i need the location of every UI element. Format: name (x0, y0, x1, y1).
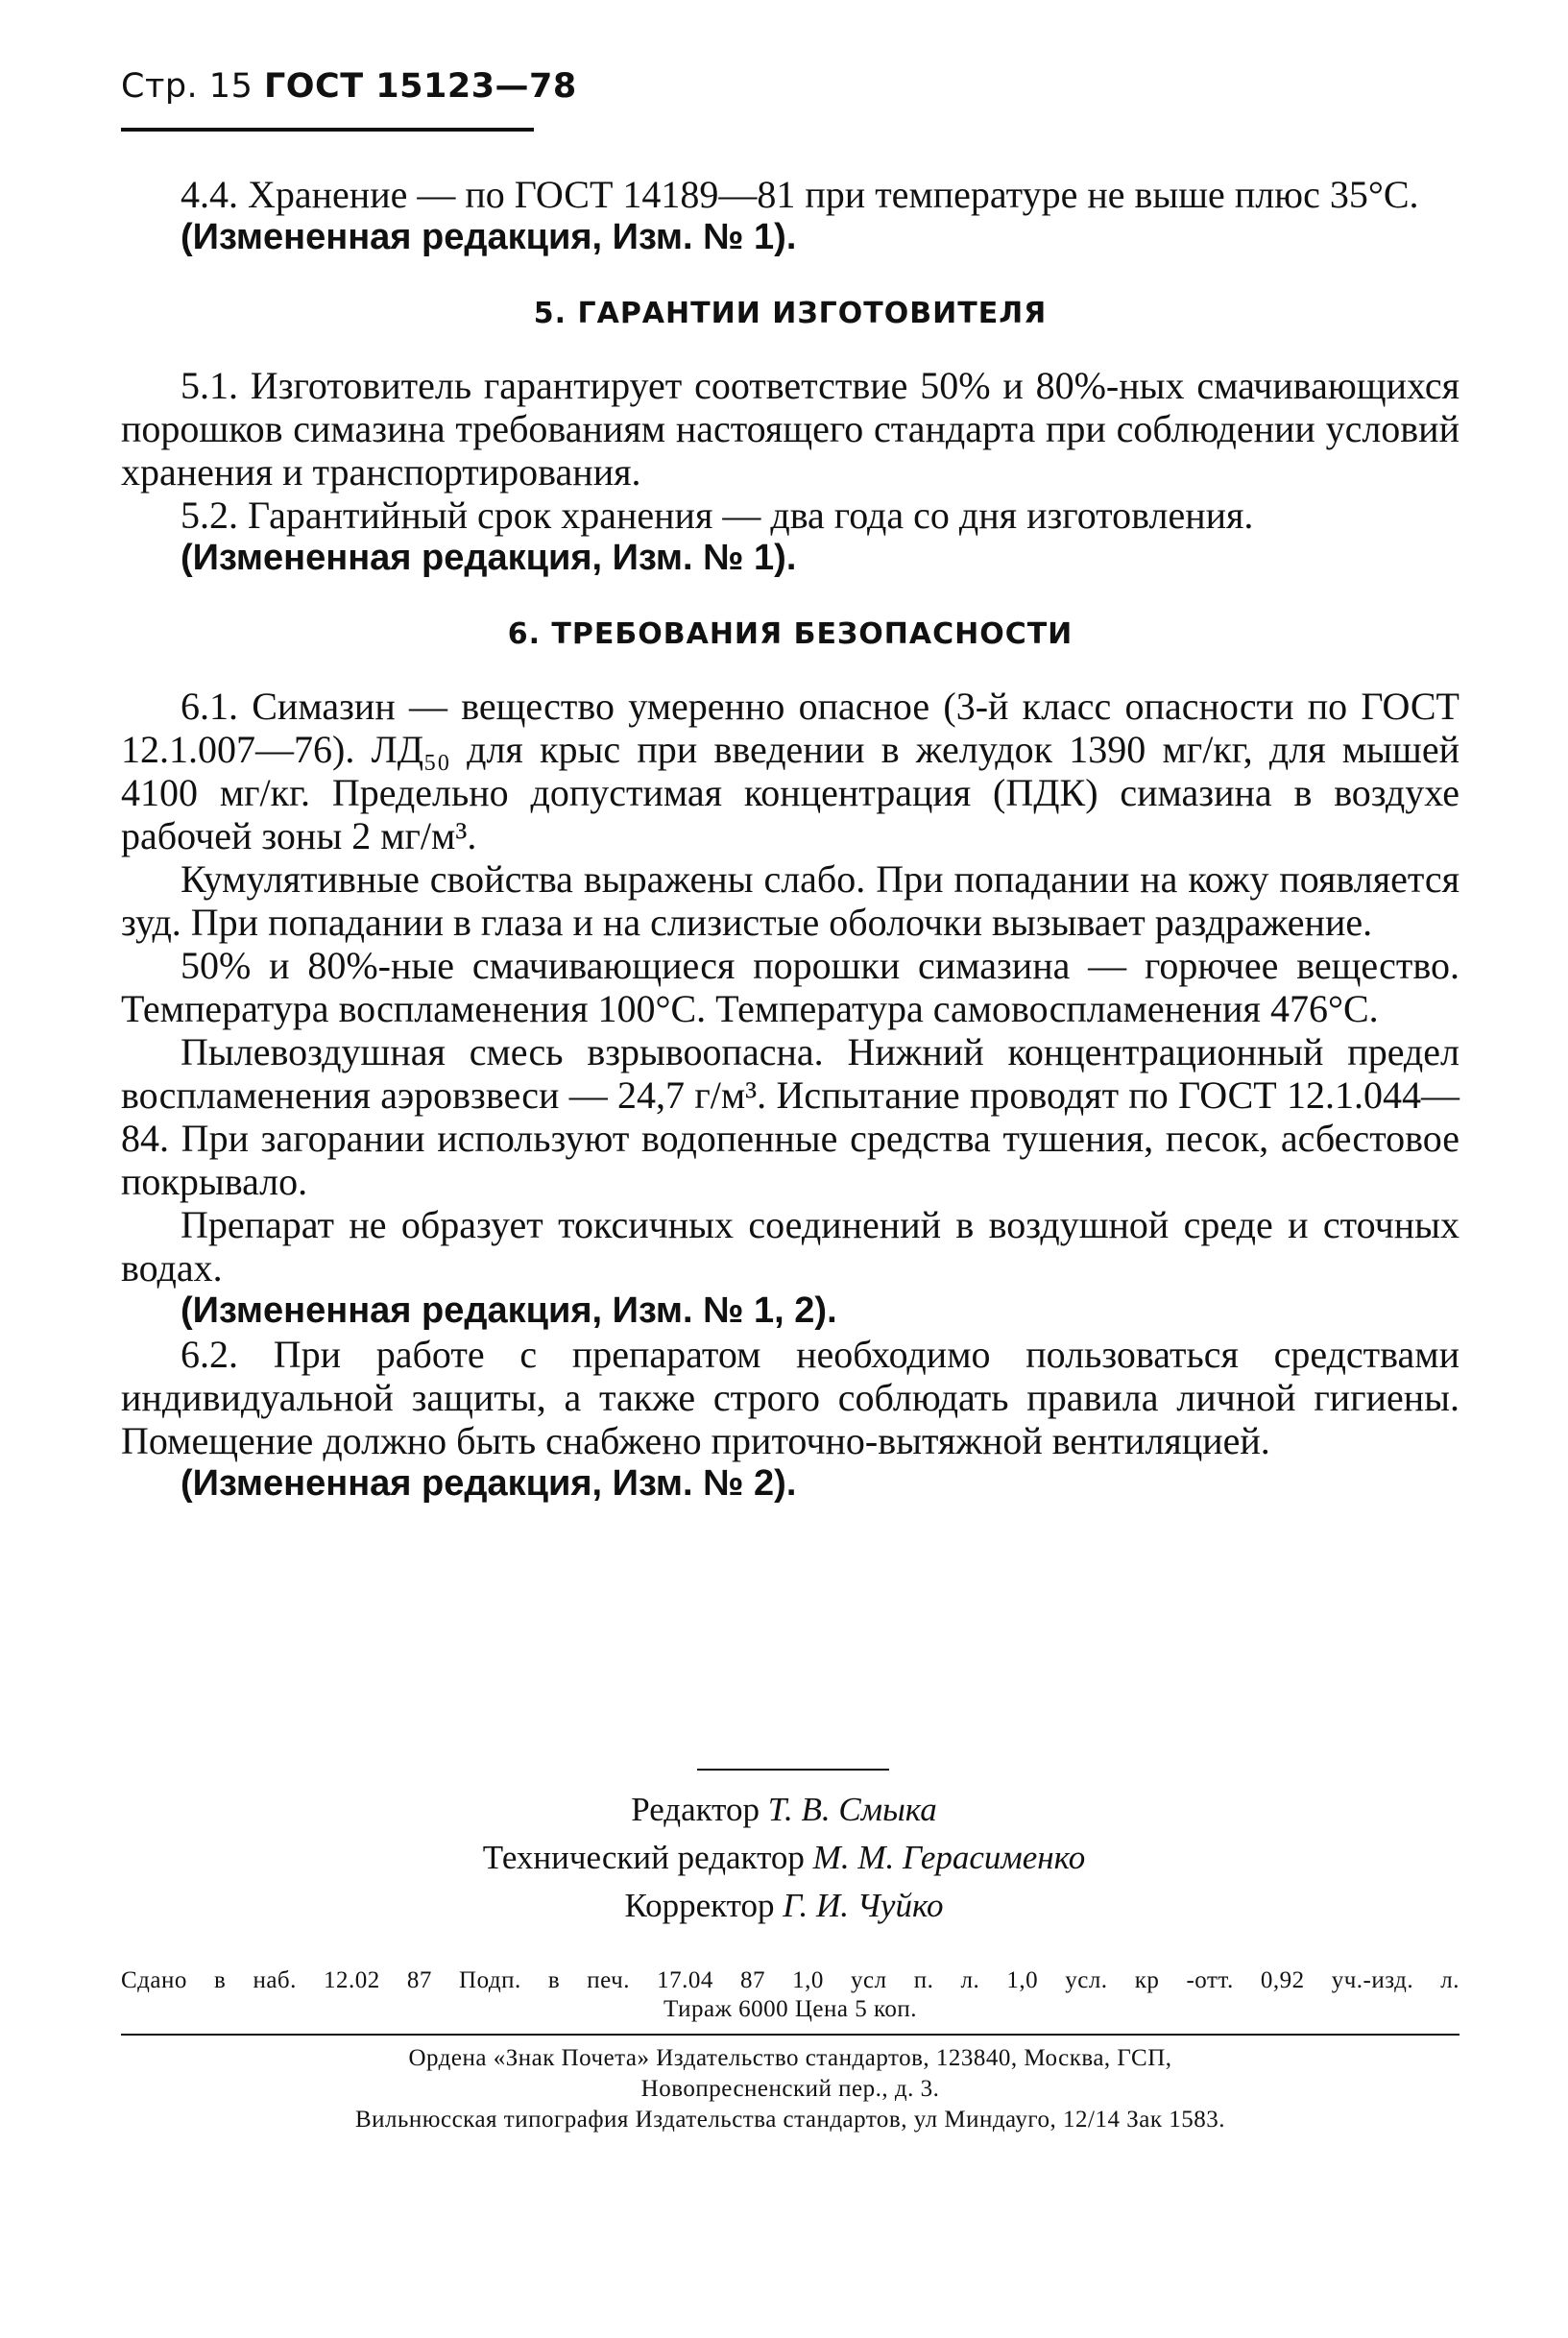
amendment-note: (Измененная редакция, Изм. № 2). (181, 1463, 797, 1504)
imprint-circulation: Тираж 6000 Цена 5 коп. (663, 1996, 918, 2022)
corrector-name: Г. И. Чуйко (783, 1887, 944, 1924)
section-6-title: 6. ТРЕБОВАНИЯ БЕЗОПАСНОСТИ (507, 617, 1073, 651)
paragraph-5-2: 5.2. Гарантийный срок хранения — два года со дня изготовления. (181, 494, 1254, 537)
editor-name: Т. В. Смыка (767, 1791, 937, 1828)
publisher-line-1: Ордена «Знак Почета» Издательство стандартов, 123840, Москва, ГСП, (408, 2045, 1172, 2071)
page-header (121, 67, 577, 106)
paragraph-6-1-explosion: Пылевоздушная смесь взрывоопасна. Нижний концентрационный предел воспламенения аэровзвеси — 24,7 г/м³. Испытание проводят по ГОСТ 12.1.044—84. При загорании используют водопенные средства тушения, песок, асбестовое покрывало. (121, 1030, 1459, 1203)
editor-role: Редактор (631, 1791, 760, 1828)
standard-number: ГОСТ 15123—78 (263, 67, 577, 106)
publisher-line-3: Вильнюсская типография Издательства стандартов, ул Миндауго, 12/14 Зак 1583. (355, 2107, 1225, 2133)
publisher-divider (121, 2034, 1459, 2036)
editors-block (0, 1786, 1568, 1930)
amendment-note: (Измененная редакция, Изм. № 1, 2). (181, 1290, 837, 1331)
editor-line (0, 1786, 1568, 1834)
paragraph-6-1: 6.1. Симазин — вещество умеренно опасное (3-й класс опасности по ГОСТ 12.1.007—76). ЛД₅₀ для крыс при введении в желудок 1390 мг/кг, для мышей 4100 мг/кг. Предельно допустимая концентрация (ПДК) симазина в воздухе рабочей зоны 2 мг/м³. (121, 685, 1459, 857)
paragraph-5-1: 5.1. Изготовитель гарантирует соответствие 50% и 80%-ных смачивающихся порошков симазина требованиям настоящего стандарта при соблюдении условий хранения и транспортирования. (121, 364, 1459, 494)
document-body (121, 173, 1459, 1506)
paragraph-6-2: 6.2. При работе с препаратом необходимо пользоваться средствами индивидуальной защиты, а также строго соблюдать правила личной гигиены. Помещение должно быть снабжено приточно-вытяжной вентиляцией. (121, 1333, 1459, 1462)
imprint-dates: Сдано в наб. 12.02 87 Подп. в печ. 17.04 87 1,0 усл п. л. 1,0 усл. кр -отт. 0,92 уч.-изд. л. (121, 1967, 1459, 1993)
corrector-line (0, 1882, 1568, 1930)
tech-editor-role: Технический редактор (482, 1839, 805, 1876)
amendment-note: (Измененная редакция, Изм. № 1). (181, 538, 797, 578)
publisher-line-2: Новопресненский пер., д. 3. (640, 2076, 940, 2102)
page-number: Стр. 15 (121, 67, 253, 106)
paragraph-6-1-toxicity: Препарат не образует токсичных соединений в воздушной среде и сточных водах. (121, 1203, 1459, 1290)
tech-editor-name: М. М. Герасименко (812, 1839, 1086, 1876)
paragraph-4-4: 4.4. Хранение — по ГОСТ 14189—81 при температуре не выше плюс 35°С. (181, 173, 1419, 216)
publisher-info (121, 2043, 1459, 2135)
amendment-note: (Измененная редакция, Изм. № 1). (181, 217, 797, 257)
corrector-role: Корректор (624, 1887, 775, 1924)
editors-divider (697, 1769, 889, 1771)
paragraph-6-1-flammability: 50% и 80%-ные смачивающиеся порошки симазина — горючее вещество. Температура воспламенения 100°С. Температура самовоспламенения 476°С. (121, 944, 1459, 1030)
section-5-title: 5. ГАРАНТИИ ИЗГОТОВИТЕЛЯ (533, 297, 1048, 330)
paragraph-6-1-cumulative: Кумулятивные свойства выражены слабо. При попадании на кожу появляется зуд. При попадании в глаза и на слизистые оболочки вызывает раздражение. (121, 857, 1459, 944)
print-imprint (121, 1966, 1459, 2024)
header-rule (121, 128, 534, 132)
tech-editor-line (0, 1834, 1568, 1882)
